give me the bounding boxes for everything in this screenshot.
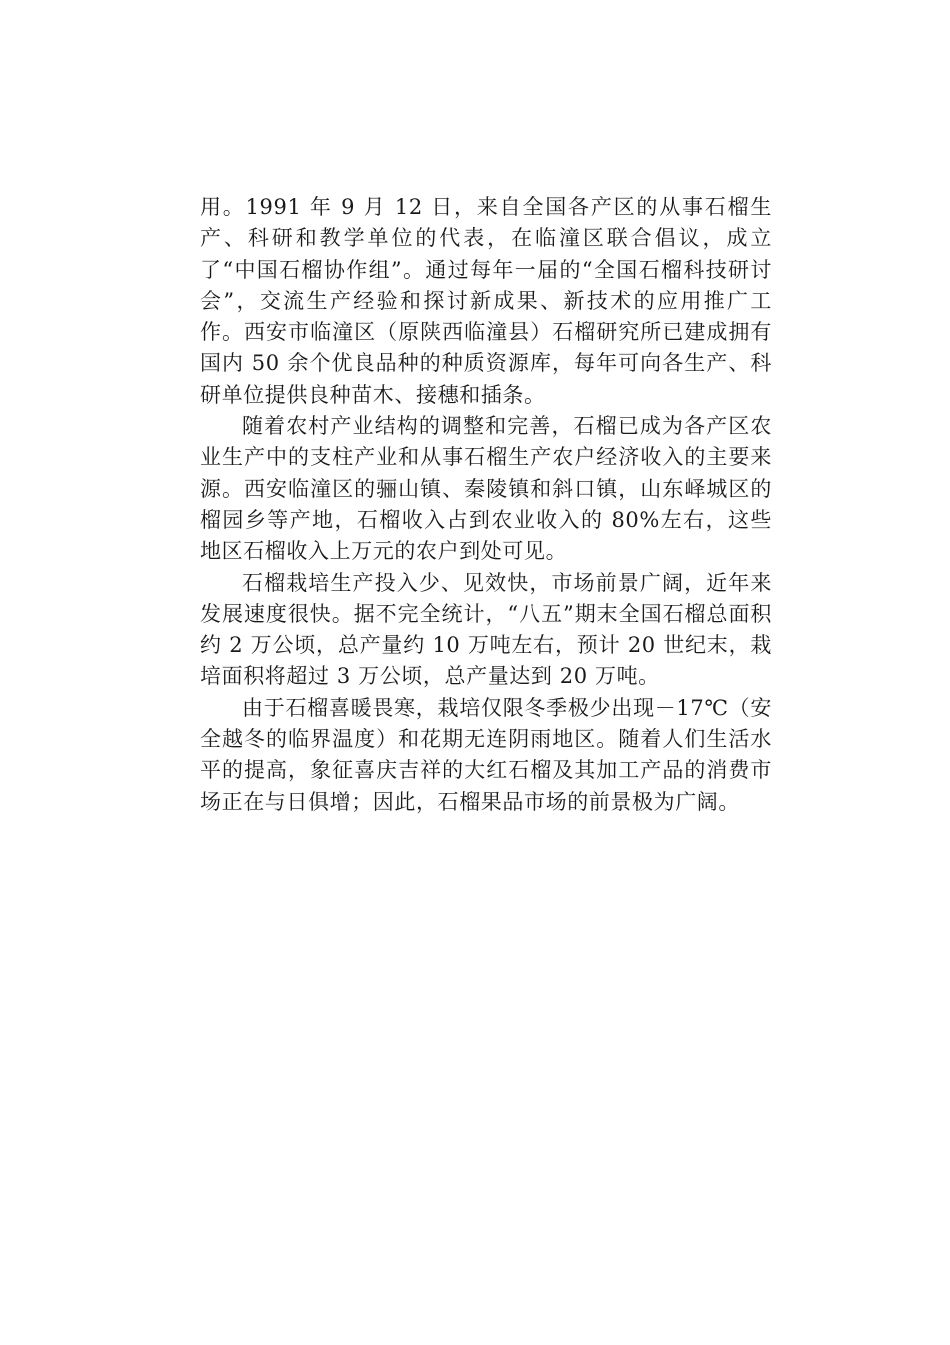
paragraph-climate: 由于石榴喜暖畏寒，栽培仅限冬季极少出现－17℃（安全越冬的临界温度）和花期无连阴雨地区。随着人们生活水平的提高，象征喜庆吉祥的大红石榴及其加工产品的消费市场正在与日俱增；因此，石榴果品市场的前景极为广阔。	[200, 695, 772, 814]
body-text	[200, 192, 772, 818]
paragraph-continued: 用。1991 年 9 月 12 日，来自全国各产区的从事石榴生产、科研和教学单位的代表，在临潼区联合倡议，成立了“中国石榴协作组”。通过每年一届的“全国石榴科技研讨会”，交流生产经验和探讨新成果、新技术的应用推广工作。西安市临潼区（原陕西临潼县）石榴研究所已建成拥有国内 50 余个优良品种的种质资源库，每年可向各生产、科研单位提供良种苗木、接穗和插条。	[200, 195, 772, 407]
paragraph-industry: 随着农村产业结构的调整和完善，石榴已成为各产区农业生产中的支柱产业和从事石榴生产农户经济收入的主要来源。西安临潼区的骊山镇、秦陵镇和斜口镇，山东峄城区的榴园乡等产地，石榴收入占到农业收入的 80%左右，这些地区石榴收入上万元的农户到处可见。	[200, 414, 772, 564]
paragraph-development: 石榴栽培生产投入少、见效快，市场前景广阔，近年来发展速度很快。据不完全统计，“八五”期末全国石榴总面积约 2 万公顷，总产量约 10 万吨左右，预计 20 世纪末，栽培面积将超过 3 万公顷，总产量达到 20 万吨。	[200, 570, 772, 689]
